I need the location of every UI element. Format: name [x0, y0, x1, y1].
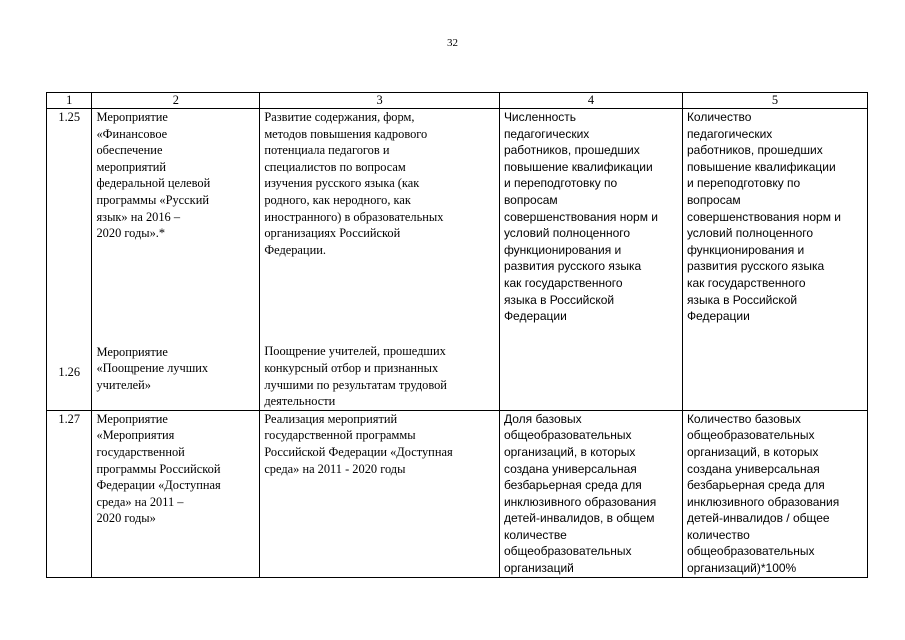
- header-cell: 2: [92, 93, 260, 109]
- content-cell: [260, 109, 500, 411]
- calculation-text: Количество педагогических работников, прошедших повышение квалификации и переподготовку по вопросам совершенствования норм и условий полноценного функционирования и развития русского языка как государственного языка в Российской Федерации: [686, 110, 842, 324]
- row-number: 1.26: [58, 364, 81, 379]
- table-row: [47, 109, 868, 411]
- activity-name: Мероприятие «Поощрение лучших учителей»: [96, 344, 209, 392]
- row-number-cell: [47, 109, 92, 411]
- calculation-text: Количество базовых общеобразовательных организаций, в которых создана универсальная безбарьерная среда для инклюзивного образования детей-инвалидов / общее количество общеобразовательных организаций)*100%: [686, 411, 840, 576]
- program-table: [46, 92, 868, 578]
- table-header-row: [47, 93, 868, 109]
- indicator-text: Доля базовых общеобразовательных организаций, в которых создана универсальная безбарьерная среда для инклюзивного образования детей-инвалидов, в общем количестве общеобразовательных организаций: [503, 411, 657, 576]
- header-cell: 5: [682, 93, 867, 109]
- activity-content: Поощрение учителей, прошедших конкурсный отбор и признанных лучшими по результатам трудовой деятельности: [264, 344, 447, 409]
- activity-name: Мероприятие «Финансовое обеспечение мероприятий федеральной целевой программы «Русский язык» на 2016 – 2020 годы».*: [96, 110, 211, 241]
- row-number: 1.25: [58, 110, 81, 124]
- row-number: 1.27: [58, 411, 81, 426]
- calculation-cell: [682, 109, 867, 411]
- table-row: [47, 410, 868, 577]
- activity-content: Развитие содержания, форм, методов повышения кадрового потенциала педагогов и специалистов по вопросам изучения русского языка (как родного, как неродного, как иностранного) в образовательных организациях Российской Федерации.: [264, 110, 444, 257]
- row-number-cell: [47, 410, 92, 577]
- activity-content: Реализация мероприятий государственной программы Российской Федерации «Доступная среда» на 2011 - 2020 годы: [264, 411, 453, 476]
- content-cell: [260, 410, 500, 577]
- activity-cell: [92, 109, 260, 411]
- activity-name: Мероприятие «Мероприятия государственной программы Российской Федерации «Доступная среда» на 2011 – 2020 годы»: [96, 411, 221, 526]
- activity-cell: [92, 410, 260, 577]
- header-cell: 3: [260, 93, 500, 109]
- header-cell: 4: [499, 93, 682, 109]
- header-cell: 1: [47, 93, 92, 109]
- indicator-cell: [499, 410, 682, 577]
- indicator-text: Численность педагогических работников, прошедших повышение квалификации и переподготовку по вопросам совершенствования норм и условий полноценного функционирования и развития русского языка как государственного языка в Российской Федерации: [503, 110, 659, 324]
- page-number: 32: [447, 37, 458, 49]
- indicator-cell: [499, 109, 682, 411]
- calculation-cell: [682, 410, 867, 577]
